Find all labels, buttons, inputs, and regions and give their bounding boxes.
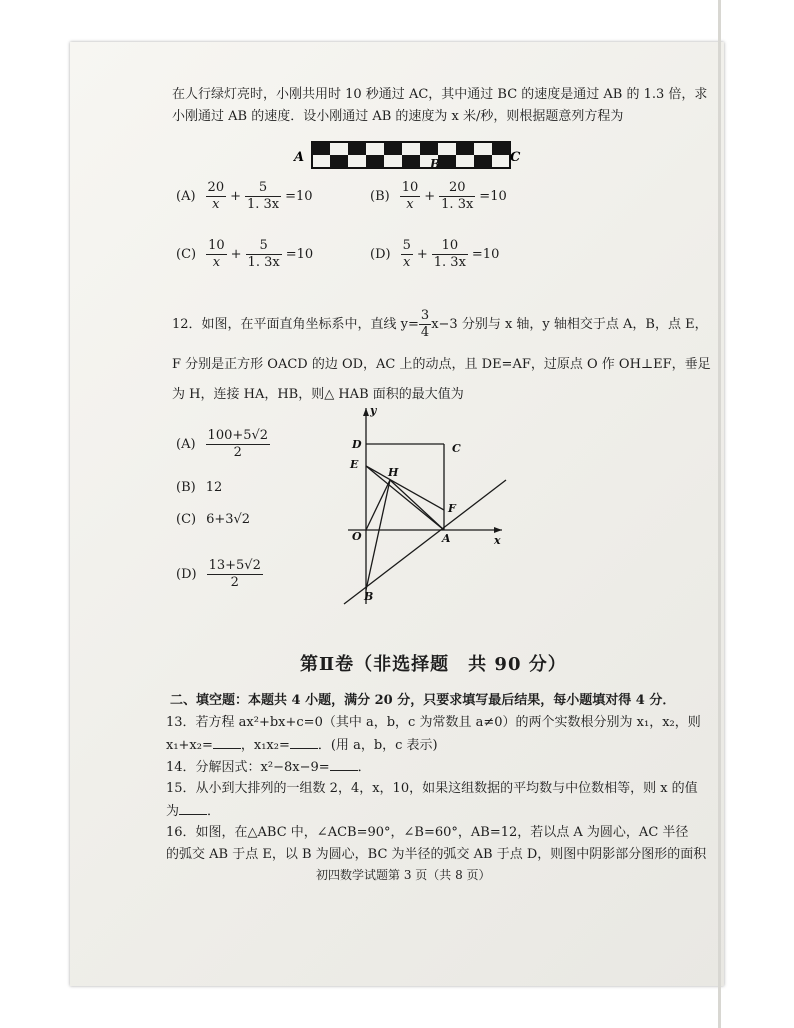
fraction: $\frac{10}{x}$ bbox=[401, 180, 419, 212]
q12-line1: 12．如图，在平面直角坐标系中，直线 y= $\frac{3}{4}$ x−3 分别与 x 轴，y 轴相交于点 A，B，点 E， bbox=[172, 308, 708, 340]
segment-ea bbox=[366, 466, 444, 530]
crosswalk-stripe bbox=[492, 142, 510, 155]
crosswalk-stripe bbox=[366, 155, 384, 168]
fraction: $\frac{20}{1. 3x}$ bbox=[441, 180, 474, 212]
q11-option-b[interactable]: (B) $\frac{10}{x}$ + $\frac{20}{1. 3x}$ =10 bbox=[370, 180, 507, 212]
crosswalk-stripe bbox=[384, 142, 402, 155]
label-x: x bbox=[494, 534, 501, 547]
fraction: $\frac{100+5√2}{2}$ bbox=[207, 428, 269, 460]
q12-option-a[interactable]: (A) $\frac{100+5√2}{2}$ bbox=[176, 428, 269, 460]
fraction: $\frac{5}{1. 3x}$ bbox=[247, 238, 280, 270]
answer-blank[interactable] bbox=[179, 802, 207, 815]
point-c-label: C bbox=[510, 150, 521, 165]
segment-hb bbox=[366, 480, 390, 590]
crosswalk-stripe bbox=[420, 142, 438, 155]
crosswalk-stripe bbox=[330, 155, 348, 168]
q12-option-b[interactable]: (B) 12 bbox=[176, 480, 223, 495]
q12-coordinate-figure bbox=[330, 400, 520, 610]
fraction: $\frac{20}{x}$ bbox=[207, 180, 225, 212]
q11-option-d[interactable]: (D) $\frac{5}{x}$ + $\frac{10}{1. 3x}$ =10 bbox=[370, 238, 500, 270]
fraction: $\frac{10}{x}$ bbox=[208, 238, 225, 270]
label-b: B bbox=[364, 590, 374, 603]
label-a: A bbox=[442, 532, 451, 545]
q12-option-d[interactable]: (D) $\frac{13+5√2}{2}$ bbox=[176, 558, 261, 590]
crosswalk-stripe bbox=[348, 142, 366, 155]
segment-oh bbox=[366, 480, 390, 530]
q11-option-a[interactable]: (A) $\frac{20}{x}$ + $\frac{5}{1. 3x}$ =10 bbox=[176, 180, 313, 212]
q12-line3: 为 H，连接 HA，HB，则△ HAB 面积的最大值为 bbox=[172, 387, 464, 402]
section-2-title: 第Ⅱ卷（非选择题 共 90 分） bbox=[300, 654, 567, 675]
q11-line1: 在人行绿灯亮时，小刚共用时 10 秒通过 AC，其中通过 BC 的速度是通过 AB 的 1.3 倍，求 bbox=[172, 87, 708, 102]
label-d: D bbox=[352, 438, 362, 451]
q12-option-c[interactable]: (C) 6+3√2 bbox=[176, 512, 251, 527]
q15-line1: 15．从小到大排列的一组数 2，4，x，10，如果这组数据的平均数与中位数相等，则 x 的值 bbox=[166, 781, 698, 796]
label-c: C bbox=[452, 442, 461, 455]
fraction: $\frac{13+5√2}{2}$ bbox=[208, 558, 261, 590]
crosswalk-figure bbox=[292, 138, 532, 174]
fill-in-header: 二、填空题：本题共 4 小题，满分 20 分，只要求填写最后结果，每小题填对得 4 分． bbox=[170, 693, 676, 708]
answer-blank[interactable] bbox=[213, 736, 241, 749]
segment-ef bbox=[366, 466, 444, 510]
label-y: y bbox=[370, 404, 377, 417]
q11-option-c[interactable]: (C) $\frac{10}{x}$ + $\frac{5}{1. 3x}$ =10 bbox=[176, 238, 314, 270]
q13-line2: x₁+x₂= ，x₁x₂= ．(用 a，b，c 表示) bbox=[166, 738, 438, 753]
crosswalk-stripe bbox=[438, 155, 456, 168]
point-b-label: B bbox=[430, 157, 441, 171]
q15-line2: 为 ． bbox=[166, 804, 221, 819]
answer-blank[interactable] bbox=[330, 758, 358, 771]
crosswalk-stripe bbox=[456, 142, 474, 155]
answer-blank[interactable] bbox=[290, 736, 318, 749]
page-footer: 初四数学试题第 3 页（共 8 页） bbox=[316, 868, 491, 882]
fraction: $\frac{3}{4}$ bbox=[420, 308, 430, 340]
fraction: $\frac{5}{x}$ bbox=[402, 238, 411, 270]
label-e: E bbox=[350, 458, 359, 471]
crosswalk-stripe bbox=[312, 142, 330, 155]
q16-line1: 16．如图，在△ABC 中，∠ACB=90°，∠B=60°，AB=12，若以点 A 为圆心，AC 半径 bbox=[166, 825, 689, 840]
point-a-label: A bbox=[294, 150, 305, 165]
fraction: $\frac{10}{1. 3x}$ bbox=[433, 238, 466, 270]
q12-line2: F 分别是正方形 OACD 的边 OD，AC 上的动点，且 DE=AF，过原点 O 作 OH⊥EF，垂足 bbox=[172, 357, 711, 372]
q13-line1: 13．若方程 ax²+bx+c=0（其中 a，b，c 为常数且 a≠0）的两个实数根分别为 x₁，x₂，则 bbox=[166, 715, 701, 730]
q16-line2: 的弧交 AB 于点 E，以 B 为圆心，BC 为半径的弧交 AB 于点 D，则图中阴影部分图形的面积 bbox=[166, 847, 707, 862]
q14-line: 14．分解因式：x²−8x−9= ． bbox=[166, 760, 371, 775]
fraction: $\frac{5}{1. 3x}$ bbox=[247, 180, 280, 212]
label-h: H bbox=[388, 466, 399, 479]
crosswalk-stripe bbox=[474, 155, 492, 168]
page-edge bbox=[718, 0, 721, 1028]
crosswalk-stripe bbox=[402, 155, 420, 168]
label-o: O bbox=[352, 530, 362, 543]
q11-line2: 小刚通过 AB 的速度．设小刚通过 AB 的速度为 x 米/秒，则根据题意列方程为 bbox=[172, 109, 624, 124]
label-f: F bbox=[448, 502, 456, 515]
